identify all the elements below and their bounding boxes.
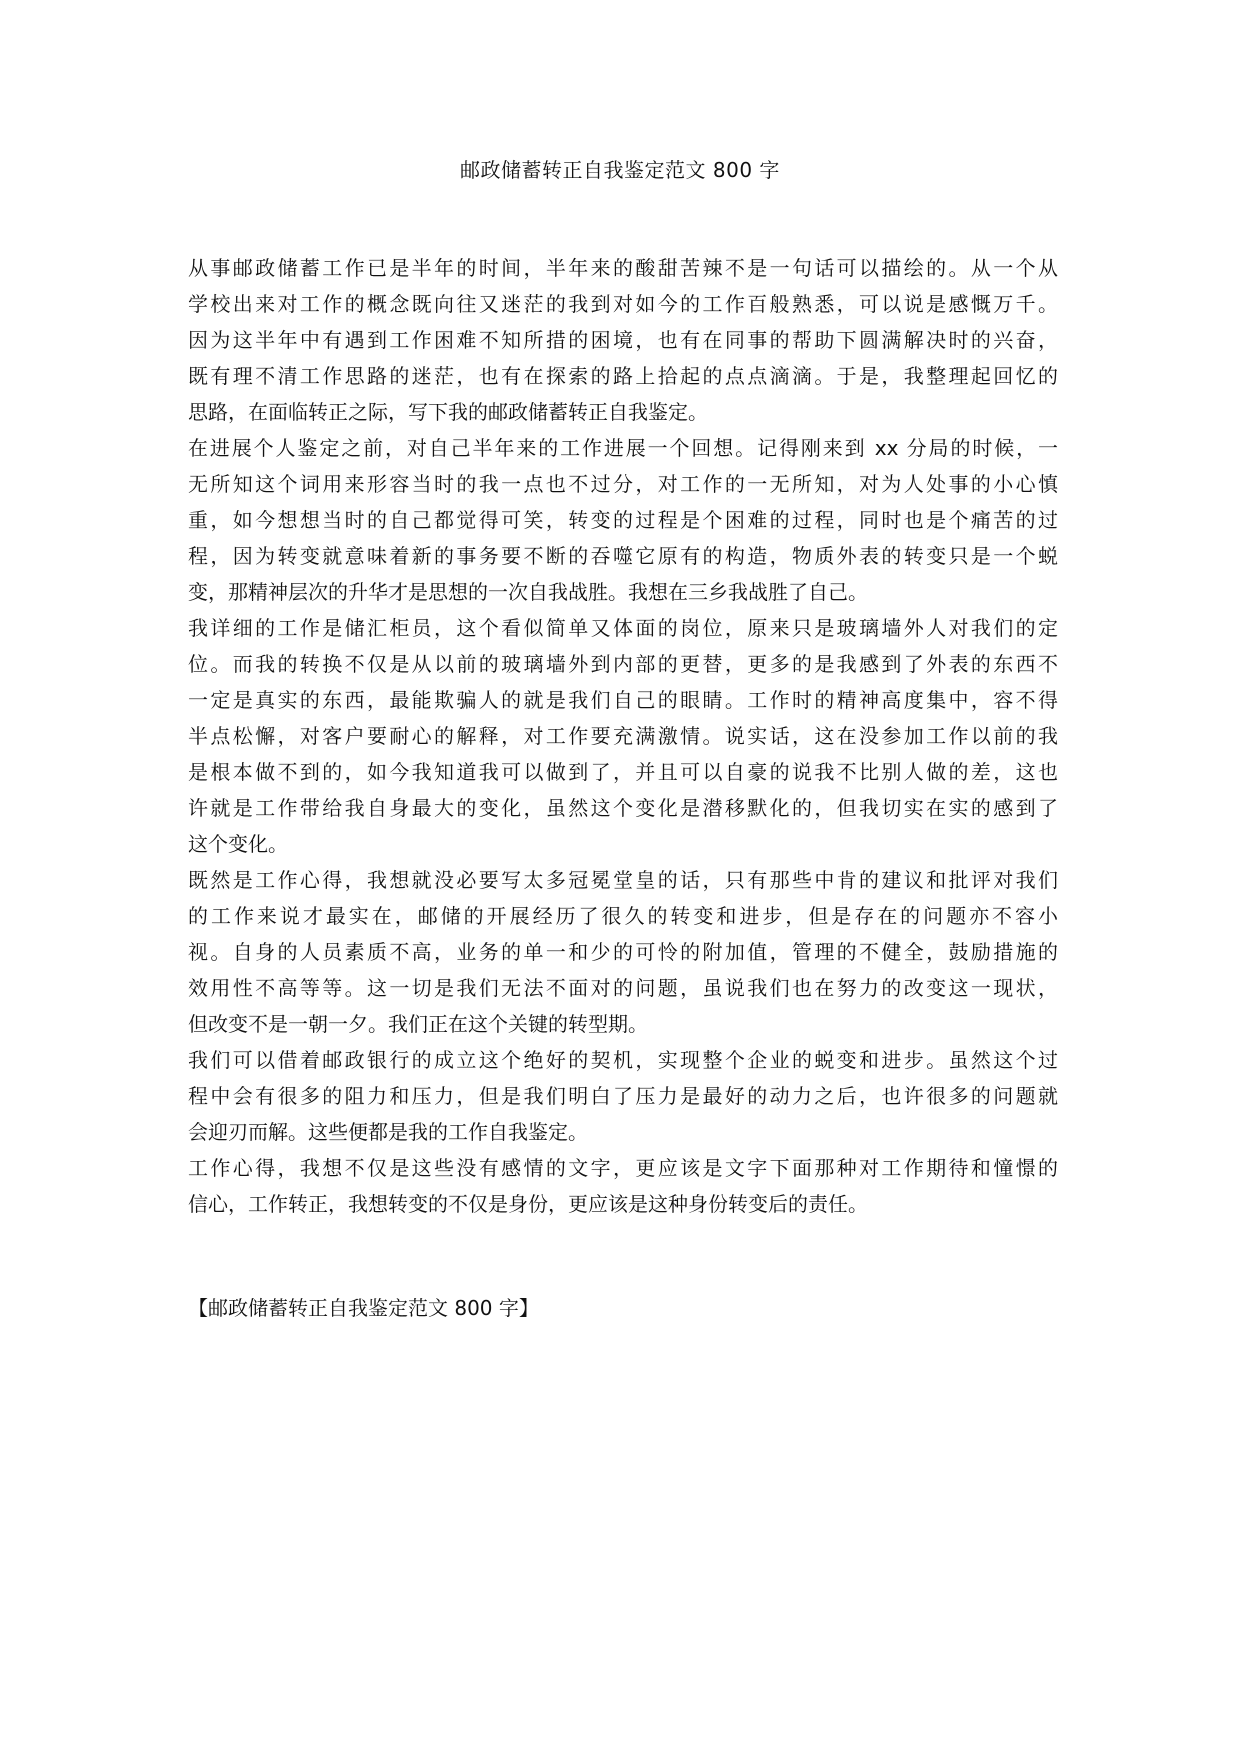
text-line: 半点松懈，对客户要耐心的解释，对工作要充满激情。说实话，这在没参加工作以前的我 [188,724,1058,748]
text-line: 许就是工作带给我自身最大的变化，虽然这个变化是潜移默化的，但我切实在实的感到了 [188,796,1058,820]
text-line: 既有理不清工作思路的迷茫，也有在探索的路上拾起的点点滴滴。于是，我整理起回忆的 [188,364,1058,388]
document-title: 邮政储蓄转正自我鉴定范文 800 字 [460,158,780,182]
paragraph-6 [188,1150,1058,1222]
paragraph-2 [188,430,1058,610]
text-line: 从事邮政储蓄工作已是半年的时间，半年来的酸甜苦辣不是一句话可以描绘的。从一个从 [188,256,1058,280]
text-line: 信心，工作转正，我想转变的不仅是身份，更应该是这种身份转变后的责任。 [188,1192,868,1216]
document-body [188,250,1058,1222]
text-line: 这个变化。 [188,832,288,856]
text-line: 工作心得，我想不仅是这些没有感情的文字，更应该是文字下面那种对工作期待和憧憬的 [188,1156,1058,1180]
text-line: 因为这半年中有遇到工作困难不知所措的困境，也有在同事的帮助下圆满解决时的兴奋， [188,328,1058,352]
paragraph-1 [188,250,1058,430]
text-line: 我们可以借着邮政银行的成立这个绝好的契机，实现整个企业的蜕变和进步。虽然这个过 [188,1048,1058,1072]
paragraph-5 [188,1042,1058,1150]
text-line: 一定是真实的东西，最能欺骗人的就是我们自己的眼睛。工作时的精神高度集中，容不得 [188,688,1058,712]
text-line: 无所知这个词用来形容当时的我一点也不过分，对工作的一无所知，对为人处事的小心慎 [188,472,1058,496]
footer-reference-title: 【邮政储蓄转正自我鉴定范文 800 字】 [188,1296,539,1320]
text-line: 我详细的工作是储汇柜员，这个看似简单又体面的岗位，原来只是玻璃墙外人对我们的定 [188,616,1058,640]
text-line: 程，因为转变就意味着新的事务要不断的吞噬它原有的构造，物质外表的转变只是一个蜕 [188,544,1058,568]
text-line: 是根本做不到的，如今我知道我可以做到了，并且可以自豪的说我不比别人做的差，这也 [188,760,1058,784]
text-line: 视。自身的人员素质不高，业务的单一和少的可怜的附加值，管理的不健全，鼓励措施的 [188,940,1058,964]
text-line: 会迎刃而解。这些便都是我的工作自我鉴定。 [188,1120,588,1144]
text-line: 但改变不是一朝一夕。我们正在这个关键的转型期。 [188,1012,648,1036]
text-line: 效用性不高等等。这一切是我们无法不面对的问题，虽说我们也在努力的改变这一现状， [188,976,1058,1000]
paragraph-3 [188,610,1058,862]
text-line: 既然是工作心得，我想就没必要写太多冠冕堂皇的话，只有那些中肯的建议和批评对我们 [188,868,1058,892]
text-line: 的工作来说才最实在，邮储的开展经历了很久的转变和进步，但是存在的问题亦不容小 [188,904,1058,928]
text-line: 学校出来对工作的概念既向往又迷茫的我到对如今的工作百般熟悉，可以说是感慨万千。 [188,292,1058,316]
text-line: 位。而我的转换不仅是从以前的玻璃墙外到内部的更替，更多的是我感到了外表的东西不 [188,652,1058,676]
text-line: 思路，在面临转正之际，写下我的邮政储蓄转正自我鉴定。 [188,400,708,424]
text-line: 重，如今想想当时的自己都觉得可笑，转变的过程是个困难的过程，同时也是个痛苦的过 [188,508,1058,532]
text-line: 在进展个人鉴定之前，对自己半年来的工作进展一个回想。记得刚来到 xx 分局的时候，一 [188,436,1058,460]
text-line: 变，那精神层次的升华才是思想的一次自我战胜。我想在三乡我战胜了自己。 [188,580,868,604]
paragraph-4 [188,862,1058,1042]
text-line: 程中会有很多的阻力和压力，但是我们明白了压力是最好的动力之后，也许很多的问题就 [188,1084,1058,1108]
